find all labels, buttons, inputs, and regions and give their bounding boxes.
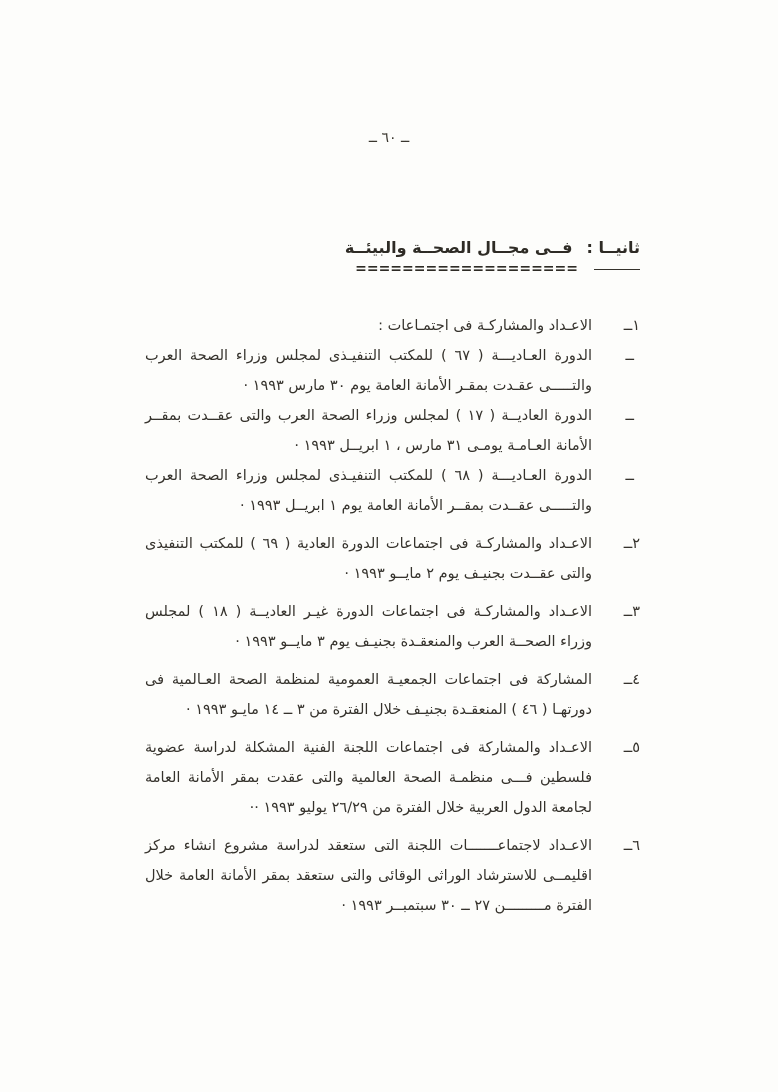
dash-bullet: ــ bbox=[625, 408, 634, 424]
item-number: ٥ــ bbox=[623, 740, 640, 756]
item-number: ١ــ bbox=[623, 318, 640, 334]
sub-item-1b bbox=[145, 401, 640, 461]
heading-title: فــى مجــال الصحــة والبيئــة bbox=[344, 238, 573, 257]
sub-item-1c bbox=[145, 461, 640, 521]
item-number: ٦ــ bbox=[623, 838, 640, 854]
section-heading bbox=[0, 238, 640, 277]
item-row bbox=[145, 311, 640, 341]
heading-label: ثانيــا : bbox=[586, 238, 640, 257]
list-item-5 bbox=[145, 733, 640, 823]
item-row bbox=[145, 831, 640, 921]
heading-label-rule bbox=[594, 269, 640, 270]
section-heading-line bbox=[0, 238, 640, 257]
page-number: ــ ٦٠ ــ bbox=[368, 130, 410, 146]
heading-equals-underline: =================== bbox=[355, 261, 578, 277]
list-item-2 bbox=[145, 529, 640, 589]
list-item-3 bbox=[145, 597, 640, 657]
item-number: ٣ــ bbox=[623, 604, 640, 620]
item-number: ٤ــ bbox=[623, 672, 640, 688]
item-row bbox=[145, 529, 640, 589]
list-item-1 bbox=[145, 311, 640, 521]
item-text: المشاركة فى اجتماعات الجمعيـة العمومية لمنظمة الصحة العـالمية فى دورتهـا ( ٤٦ ) المنعقـدة بجنيـف خلال الفترة من ٣ ــ ١٤ مايـو ١٩٩٣ · bbox=[145, 672, 592, 718]
item-text: الاعـداد والمشاركـة فى اجتماعات الدورة العادية ( ٦٩ ) للمكتب التنفيذى والتى عقــدت بجنيـف يوم ٢ مايــو ١٩٩٣ · bbox=[145, 536, 592, 582]
item-text: الاعـداد والمشاركة فى اجتماعات اللجنة الفنية المشكلة لدراسة عضوية فلسطين فـــى منظمـة الصحة العالمية والتى عقدت بمقر الأمانة العامة لجامعة الدول العربية خلال الفترة من ٢٦/٢٩ يوليو ١٩٩٣ ·· bbox=[145, 740, 592, 816]
heading-underline-row bbox=[0, 261, 640, 277]
item-row bbox=[145, 665, 640, 725]
dash-bullet: ــ bbox=[625, 468, 634, 484]
item-text: الاعـداد والمشاركـة فى اجتمـاعات : bbox=[378, 318, 592, 334]
item-number: ٢ــ bbox=[623, 536, 640, 552]
item-text: الاعـداد لاجتماعـــــــات اللجنة التى ستعقد لدراسة مشروع انشاء مركز اقليمــى للاسترشاد الوراثى الوقائى والتى ستعقد بمقر الأمانة العامة خلال الفترة مـــــــــن ٢٧ ــ ٣٠ سبتمبــر ١٩٩٣ · bbox=[145, 838, 592, 914]
list-item-4 bbox=[145, 665, 640, 725]
sub-item-text: الدورة العـاديـــة ( ٦٨ ) للمكتب التنفيـذى لمجلس وزراء الصحة العرب والتـــــى عقــدت بمقــر الأمانة العامة يوم ١ ابريــل ١٩٩٣ · bbox=[145, 468, 592, 514]
item-row bbox=[145, 597, 640, 657]
list-item-6 bbox=[145, 831, 640, 921]
sub-item-text: الدورة العـاديـــة ( ٦٧ ) للمكتب التنفيـذى لمجلس وزراء الصحة العرب والتـــــى عقـدت بمقـر الأمانة العامة يوم ٣٠ مارس ١٩٩٣ · bbox=[145, 348, 592, 394]
document-body bbox=[145, 311, 640, 921]
sub-item-1a bbox=[145, 341, 640, 401]
sub-item-text: الدورة العاديــة ( ١٧ ) لمجلس وزراء الصحة العرب والتى عقــدت بمقــر الأمانة العـامـة يومـى ٣١ مارس ، ١ ابريــل ١٩٩٣ · bbox=[145, 408, 592, 454]
item-row bbox=[145, 733, 640, 823]
dash-bullet: ــ bbox=[625, 348, 634, 364]
item-text: الاعـداد والمشاركـة فى اجتماعات الدورة غيـر العاديــة ( ١٨ ) لمجلس وزراء الصحــة العرب والمنعقـدة بجنيـف يوم ٣ مايــو ١٩٩٣ · bbox=[145, 604, 592, 650]
